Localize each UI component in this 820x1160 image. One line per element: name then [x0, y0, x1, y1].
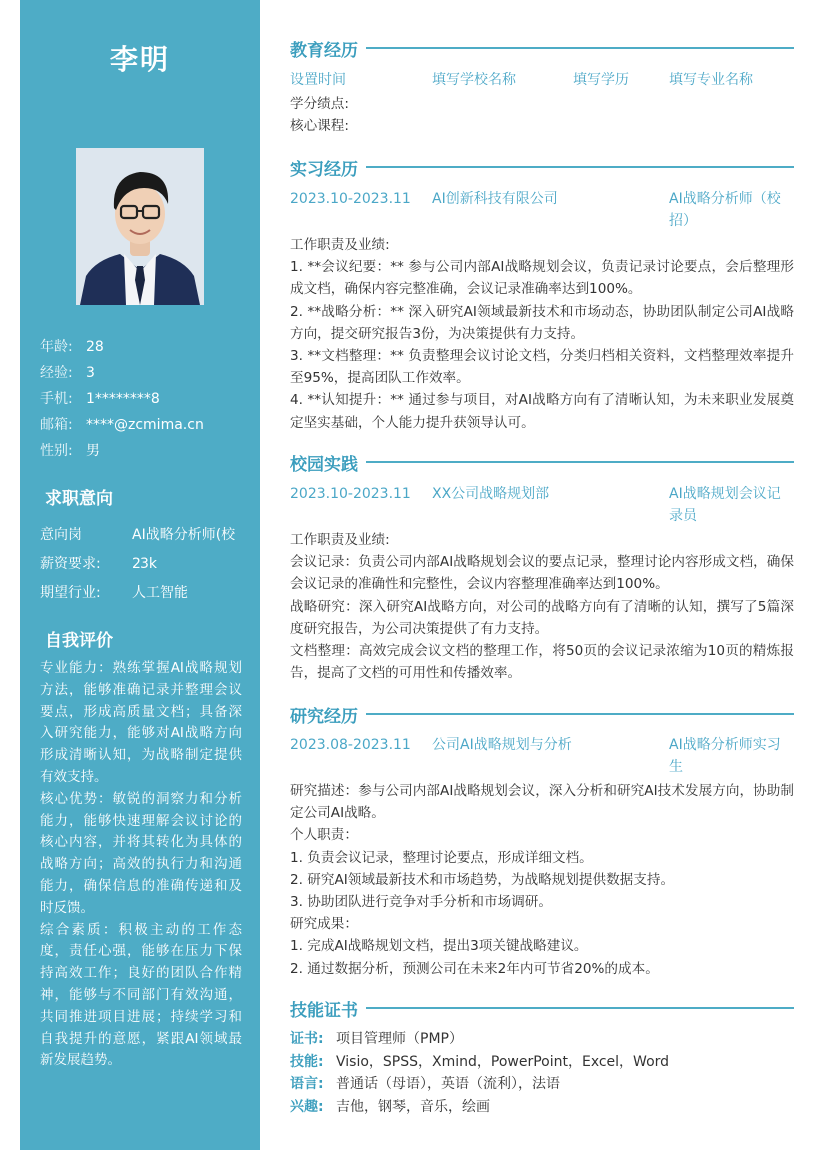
- internship-role: AI战略分析师（校: [669, 191, 781, 207]
- campus-item: 会议记录：负责公司内部AI战略规划会议的要点记录，整理讨论内容形成文档，确保会议记录的准确性和完整性，会议内容整理准确率达到100%。: [290, 554, 794, 593]
- education-details: [290, 93, 794, 137]
- campus-header: 校园实践: [290, 450, 794, 474]
- research-role-cont: 生: [669, 759, 683, 775]
- internship-item: 2. **战略分析：** 深入研究AI领域最新技术和市场动态，协助团队制定公司AI战略方向，提交研究报告3份，为决策提供有力支持。: [290, 303, 794, 342]
- research-line: 个人职责：: [290, 827, 358, 844]
- internship-header: 实习经历: [290, 155, 794, 179]
- intent-industry: 期望行业: 人工智能: [40, 585, 188, 601]
- internship-meta: [290, 188, 794, 234]
- divider: [366, 461, 794, 463]
- skills-header: 技能证书: [290, 996, 794, 1020]
- intent-salary: 薪资要求: 2 3k: [40, 556, 158, 572]
- skill-row-language: 语言: 普通话（母语），英语（流利），法语: [290, 1076, 560, 1092]
- education-meta: [290, 69, 794, 92]
- campus-item: 战略研究：深入研究AI战略方向，对公司的战略方向有了清晰的认知，撰写了5篇深度研究报告，为公司决策提供了有力支持。: [290, 598, 794, 637]
- research-line: 研究描述：参与公司内部AI战略规划会议，深入分析和研究AI技术发展方向，协助制定公司AI战略。: [290, 783, 794, 822]
- campus-role-cont: 录员: [669, 508, 697, 524]
- campus-meta: [290, 483, 794, 529]
- courses-label: 核心课程:: [290, 118, 349, 135]
- education-school: 填写学校名称: [432, 72, 516, 88]
- gpa-label: 学分绩点:: [290, 96, 349, 112]
- internship-intro: 工作职责及业绩:: [290, 237, 390, 253]
- internship-role-cont: 招）: [669, 213, 697, 229]
- self-eval-paragraph: 专业能力：熟练掌握AI战略规划方法，能够准确记录并整理会议要点，形成高质量文档；具备深入研究能力，能够对AI战略方向形成清晰认知，为战略制定提供有效支持。: [40, 660, 242, 785]
- skill-row-interests: 兴趣: 吉他，钢琴，音乐，绘画: [290, 1098, 490, 1115]
- research-line: 2. 通过数据分析，预测公司在未来2年内可节省20%的成本。: [290, 960, 659, 977]
- skill-row-skills: 技能: Visio，SPSS，Xmind，PowerPoint，Excel，Word: [290, 1053, 670, 1070]
- research-role: AI战略分析师实习: [669, 737, 781, 753]
- intent-position: 意向岗 AI战略分析师(校: [40, 527, 236, 543]
- divider: [366, 713, 794, 715]
- info-phone: 手机: 1********8: [40, 391, 160, 407]
- research-details: [290, 780, 794, 980]
- self-eval-paragraph: 核心优势：敏锐的洞察力和分析能力，能够快速理解会议讨论的核心内容，并将其转化为具体的战略方向；高效的执行力和沟通能力，确保信息的准确传递和及时反馈。: [40, 790, 242, 916]
- research-line: 1. 完成AI战略规划文档，提出3项关键战略建议。: [290, 938, 588, 955]
- skills-list: [290, 1028, 794, 1118]
- campus-details: [290, 529, 794, 684]
- education-header: 教育经历: [290, 36, 794, 60]
- research-line: 2. 研究AI领域最新技术和市场趋势，为战略规划提供数据支持。: [290, 871, 675, 888]
- internship-company: AI创新科技有限公司: [432, 191, 558, 207]
- research-project: 公司AI战略规划与分析: [432, 737, 572, 753]
- self-eval-title: 自我评价: [45, 631, 113, 651]
- research-meta: [290, 734, 794, 780]
- self-evaluation: [40, 658, 242, 1072]
- campus-intro: 工作职责及业绩:: [290, 532, 390, 548]
- education-degree: 填写学历: [573, 72, 629, 88]
- info-email: 邮箱: ****@zcmima.cn: [40, 417, 204, 433]
- research-line: 研究成果：: [290, 916, 358, 933]
- divider: [366, 47, 794, 49]
- campus-org: XX公司战略规划部: [432, 486, 550, 502]
- campus-item: 文档整理：高效完成会议文档的整理工作，将50页的会议记录浓缩为10页的精炼报告，提高了文档的可用性和传播效率。: [290, 643, 794, 682]
- research-line: 3. 协助团队进行竞争对手分析和市场调研。: [290, 894, 552, 911]
- education-time: 设置时间: [290, 72, 346, 88]
- research-header: 研究经历: [290, 702, 794, 726]
- research-time: 2023.08-2023.11: [290, 737, 411, 753]
- education-major: 填写专业名称: [669, 72, 753, 88]
- info-gender: 性别: 男: [40, 443, 100, 459]
- intent-title: 求职意向: [45, 489, 113, 509]
- divider: [366, 166, 794, 168]
- skill-row-certificate: 证书: 项目管理师（PMP）: [290, 1031, 463, 1047]
- info-age: 年龄: 28: [40, 339, 104, 355]
- internship-item: 3. **文档整理：** 负责整理会议讨论文档，分类归档相关资料，文档整理效率提升至95%，提高团队工作效率。: [290, 348, 794, 387]
- research-line: 1. 负责会议记录，整理讨论要点，形成详细文档。: [290, 849, 593, 866]
- personal-info: [40, 334, 250, 464]
- campus-time: 2023.10-2023.11: [290, 486, 411, 502]
- campus-role: AI战略规划会议记: [669, 486, 781, 502]
- avatar: [76, 148, 204, 305]
- internship-item: 4. **认知提升：** 通过参与项目，对AI战略方向有了清晰认知，为未来职业发展奠定坚实基础，个人能力提升获领导认可。: [290, 392, 794, 431]
- candidate-name: 李明: [109, 43, 170, 76]
- divider: [366, 1007, 794, 1009]
- info-experience: 经验: 3: [40, 365, 95, 381]
- internship-time: 2023.10-2023.11: [290, 191, 411, 207]
- internship-details: [290, 234, 794, 434]
- self-eval-paragraph: 综合素质：积极主动的工作态度，责任心强，能够在压力下保持高效工作；良好的团队合作精神，能够与不同部门有效沟通，共同推进项目进展；持续学习和自我提升的意愿，紧跟AI领域最新发展趋势。: [40, 921, 242, 1069]
- job-intent: [40, 521, 250, 608]
- internship-item: 1. **会议纪要：** 参与公司内部AI战略规划会议，负责记录讨论要点，会后整理形成文档，确保内容完整准确，会议记录准确率达到100%。: [290, 259, 794, 298]
- sidebar: [20, 0, 260, 1150]
